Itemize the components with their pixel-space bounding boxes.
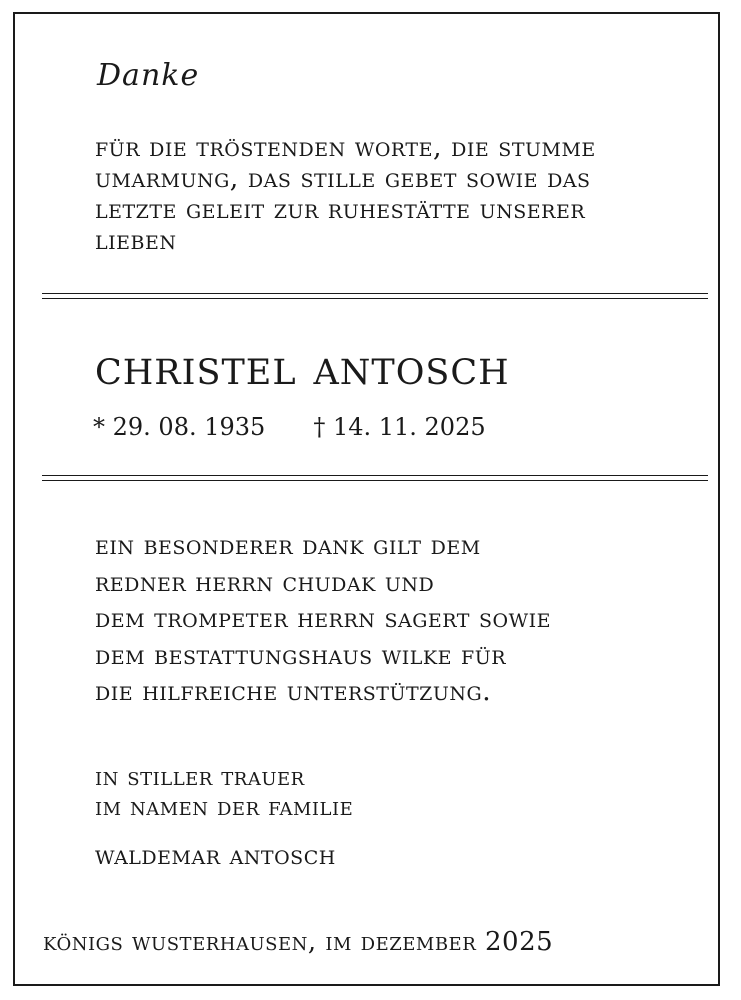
mourning-text	[95, 762, 353, 822]
thanks-line: redner herrn chudak und	[95, 566, 435, 598]
intro-line: lieben	[95, 225, 177, 256]
thanks-line: die hilfreiche unterstützung.	[95, 676, 492, 707]
birth-date: * 29. 08. 1935	[93, 413, 266, 441]
deceased-name: christel antosch	[95, 338, 510, 396]
mourning-line: in stiller trauer	[95, 762, 305, 791]
heading-danke: Danke	[97, 58, 200, 93]
mourning-line: im namen der familie	[95, 792, 354, 821]
intro-line: umarmung, das stille gebet sowie das	[95, 163, 591, 194]
divider-top	[42, 293, 708, 299]
life-dates	[93, 413, 486, 441]
death-date: † 14. 11. 2025	[313, 413, 486, 441]
thanks-line: ein besonderer dank gilt dem	[95, 530, 481, 561]
intro-text	[95, 132, 596, 256]
divider-bottom	[42, 475, 708, 481]
place-date: königs wusterhausen, im dezember 2025	[43, 927, 554, 957]
thanks-line: dem bestattungshaus wilke für	[95, 639, 507, 671]
intro-line: letzte geleit zur ruhestätte unserer	[95, 194, 586, 225]
thanks-text	[95, 528, 551, 711]
thanks-line: dem trompeter herrn sagert sowie	[95, 603, 552, 634]
signer-name: waldemar antosch	[95, 840, 336, 871]
intro-line: für die tröstenden worte, die stumme	[95, 132, 596, 163]
